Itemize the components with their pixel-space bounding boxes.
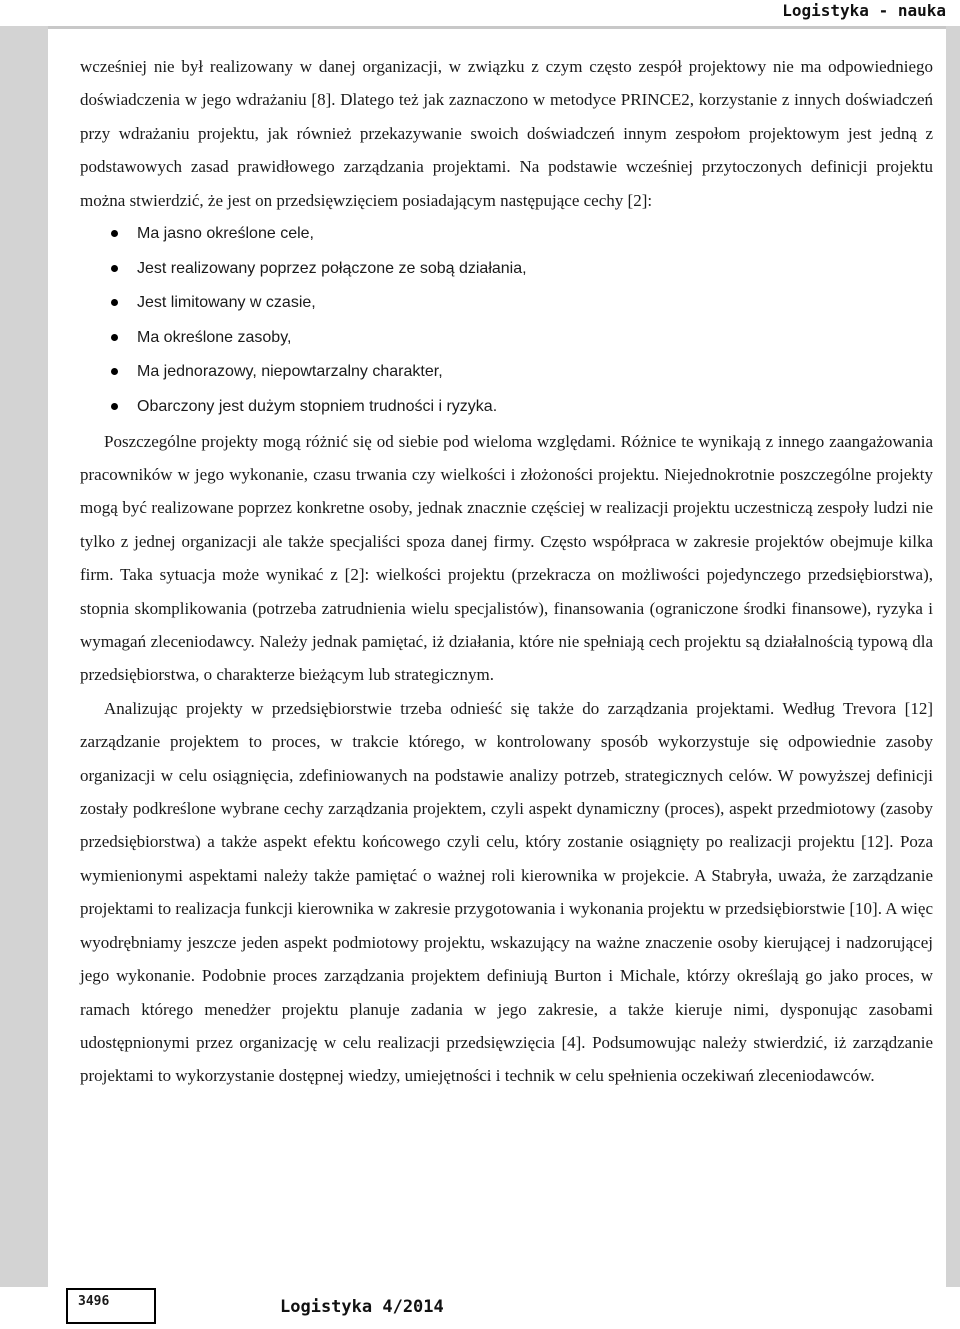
header-divider xyxy=(0,26,960,29)
page-number-box xyxy=(66,1288,156,1324)
bullet-icon xyxy=(111,403,118,410)
bullet-icon xyxy=(111,299,118,306)
bullet-icon xyxy=(111,230,118,237)
list-item-text: Jest realizowany poprzez połączone ze sobą działania, xyxy=(137,259,527,277)
list-item xyxy=(80,217,933,252)
list-item xyxy=(80,390,933,425)
page-number: 3496 xyxy=(78,1294,110,1309)
bullet-icon xyxy=(111,265,118,272)
list-item-text: Ma jednorazowy, niepowtarzalny charakter, xyxy=(137,363,443,381)
right-margin-bar xyxy=(946,26,960,1287)
list-item-text: Ma określone zasoby, xyxy=(137,328,292,346)
list-item-text: Ma jasno określone cele, xyxy=(137,225,314,243)
list-item xyxy=(80,252,933,287)
list-item xyxy=(80,321,933,356)
bullet-icon xyxy=(111,334,118,341)
left-margin-bar xyxy=(0,26,48,1287)
list-item xyxy=(80,355,933,390)
article-body xyxy=(80,50,933,1093)
page-header xyxy=(0,0,960,26)
journal-name: Logistyka 4/2014 xyxy=(280,1297,444,1317)
paragraph: Poszczególne projekty mogą różnić się od siebie pod wieloma względami. Różnice te wynikają z innego zaangażowania pracowników w jego wykonanie, czasu trwania czy wielkości i złożoności projektu. Niejednokrotnie poszczególne projekty mogą być realizowane poprzez konkretne osoby, jednak znacznie częściej w realizacji projektu uczestniczą zespoły ludzi nie tylko z jednej organizacji ale także specjaliści spoza danej firmy. Często współpraca w zakresie projektów obejmuje kilka firm. Taka sytuacja może wynikać z [2]: wielkości projektu (przekracza on możliwości pojedynczego przedsiębiorstwa), stopnia skomplikowania (potrzeba zatrudnienia wielu specjalistów), finansowania (ograniczone środki finansowe), ryzyka i wymagań zleceniodawcy. Należy jednak pamiętać, iż działania, które nie spełniają cech projektu są działalnością typową dla przedsiębiorstwa, o charakterze bieżącym lub strategicznym. xyxy=(80,431,933,685)
list-item-text: Jest limitowany w czasie, xyxy=(137,294,316,312)
list-item xyxy=(80,286,933,321)
feature-list xyxy=(80,217,933,425)
header-title: Logistyka - nauka xyxy=(782,1,946,20)
paragraph: wcześniej nie był realizowany w danej organizacji, w związku z czym często zespół projektowy nie ma odpowiedniego doświadczenia w jego wdrażaniu [8]. Dlatego też jak zaznaczono w metodyce PRINCE2, korzystanie z innych doświadczeń przy wdrażaniu projektu, jak również przekazywanie swoich doświadczeń innym zespołom projektowym jest jedną z podstawowych zasad prawidłowego zarządzania projektami. Na podstawie wcześniej przytoczonych definicji projektu można stwierdzić, że jest on przedsięwzięciem posiadającym następujące cechy [2]: xyxy=(80,57,933,210)
bullet-icon xyxy=(111,368,118,375)
paragraph: Analizując projekty w przedsiębiorstwie trzeba odnieść się także do zarządzania projektami. Według Trevora [12] zarządzanie projektem to proces, w trakcie którego, w kontrolowany sposób wykorzystuje się odpowiednie zasoby organizacji w celu osiągnięcia, zdefiniowanych na podstawie analizy potrzeb, strategicznych celów. W powyższej definicji zostały podkreślone wybrane cechy zarządzania projektem, czyli aspekt dynamiczny (proces), aspekt przedmiotowy (zasoby przedsiębiorstwa) a także aspekt efektu końcowego czyli celu, który zostanie osiągnięty po realizacji projektu [12]. Poza wymienionymi aspektami należy także pamiętać o ważnej roli kierownika w projekcie. A Stabryła, uważa, że zarządzanie projektami to realizacja funkcji kierownika w zakresie przygotowania i wykonania projektu w przedsiębiorstwie [10]. A więc wyodrębniamy jeszcze jeden aspekt podmiotowy projektu, wskazujący na ważne znaczenie osoby kierującej i nadzorującej jego wykonanie. Podobnie proces zarządzania projektem definiują Burton i Michale, którzy określają go jako proces, w ramach którego menedżer projektu planuje zadania w jego zakresie, a także kieruje nimi, dysponując zasobami udostępnionymi przez organizację w celu realizacji przedsięwzięcia [4]. Podsumowując należy stwierdzić, iż zarządzanie projektami to wykorzystanie dostępnej wiedzy, umiejętności i technik w celu spełnienia oczekiwań zleceniodawców. xyxy=(80,698,933,1086)
list-item-text: Obarczony jest dużym stopniem trudności i ryzyka. xyxy=(137,398,498,415)
